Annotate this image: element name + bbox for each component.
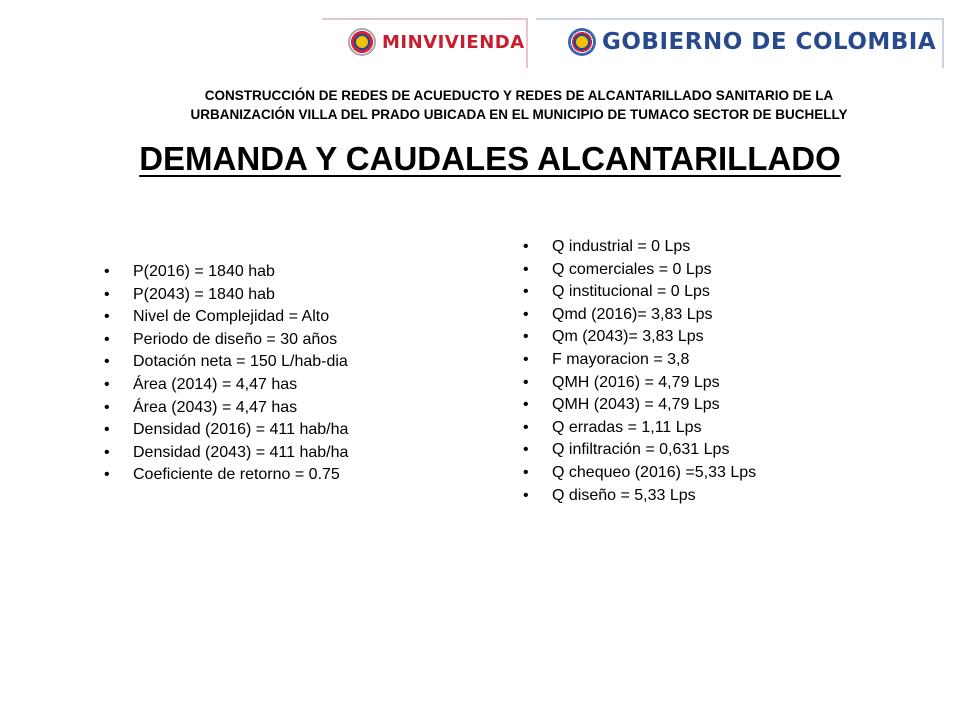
project-header — [104, 86, 934, 124]
list-item: • Q erradas = 1,11 Lps — [523, 417, 756, 440]
list-item: • Q institucional = 0 Lps — [523, 281, 756, 304]
minvivienda-logo — [348, 28, 525, 56]
list-item: • Coeficiente de retorno = 0.75 — [104, 464, 348, 487]
list-item: • Densidad (2043) = 411 hab/ha — [104, 442, 348, 465]
colombia-seal-icon — [348, 28, 376, 56]
list-item: • Dotación neta = 150 L/hab-dia — [104, 351, 348, 374]
flow-values-list — [523, 236, 756, 507]
header-line-2: URBANIZACIÓN VILLA DEL PRADO UBICADA EN EL MUNICIPIO DE TUMACO SECTOR DE BUCHELLY — [190, 107, 848, 122]
list-item: • QMH (2043) = 4,79 Lps — [523, 394, 756, 417]
list-item: • Periodo de diseño = 30 años — [104, 329, 348, 352]
gobierno-logo-text: GOBIERNO DE COLOMBIA — [602, 29, 937, 55]
list-item: • Área (2014) = 4,47 has — [104, 374, 348, 397]
list-item: • Q chequeo (2016) =5,33 Lps — [523, 462, 756, 485]
list-item: • Q comerciales = 0 Lps — [523, 259, 756, 282]
list-item: • F mayoracion = 3,8 — [523, 349, 756, 372]
list-item: • Q diseño = 5,33 Lps — [523, 485, 756, 508]
list-item: • Qm (2043)= 3,83 Lps — [523, 326, 756, 349]
page-title: DEMANDA Y CAUDALES ALCANTARILLADO — [139, 140, 841, 177]
list-item: • P(2043) = 1840 hab — [104, 284, 348, 307]
list-item: • Q infiltración = 0,631 Lps — [523, 439, 756, 462]
colombia-seal-icon — [568, 28, 596, 56]
list-item: • Densidad (2016) = 411 hab/ha — [104, 419, 348, 442]
list-item: • Nivel de Complejidad = Alto — [104, 306, 348, 329]
design-parameters-list — [104, 261, 348, 487]
minvivienda-logo-text: MINVIVIENDA — [382, 31, 525, 53]
list-item: • Área (2043) = 4,47 has — [104, 397, 348, 420]
gobierno-logo — [568, 28, 936, 56]
list-item: • Qmd (2016)= 3,83 Lps — [523, 304, 756, 327]
list-item: • Q industrial = 0 Lps — [523, 236, 756, 259]
list-item: • P(2016) = 1840 hab — [104, 261, 348, 284]
header-line-1: CONSTRUCCIÓN DE REDES DE ACUEDUCTO Y REDES DE ALCANTARILLADO SANITARIO DE LA — [204, 88, 834, 103]
list-item: • QMH (2016) = 4,79 Lps — [523, 372, 756, 395]
